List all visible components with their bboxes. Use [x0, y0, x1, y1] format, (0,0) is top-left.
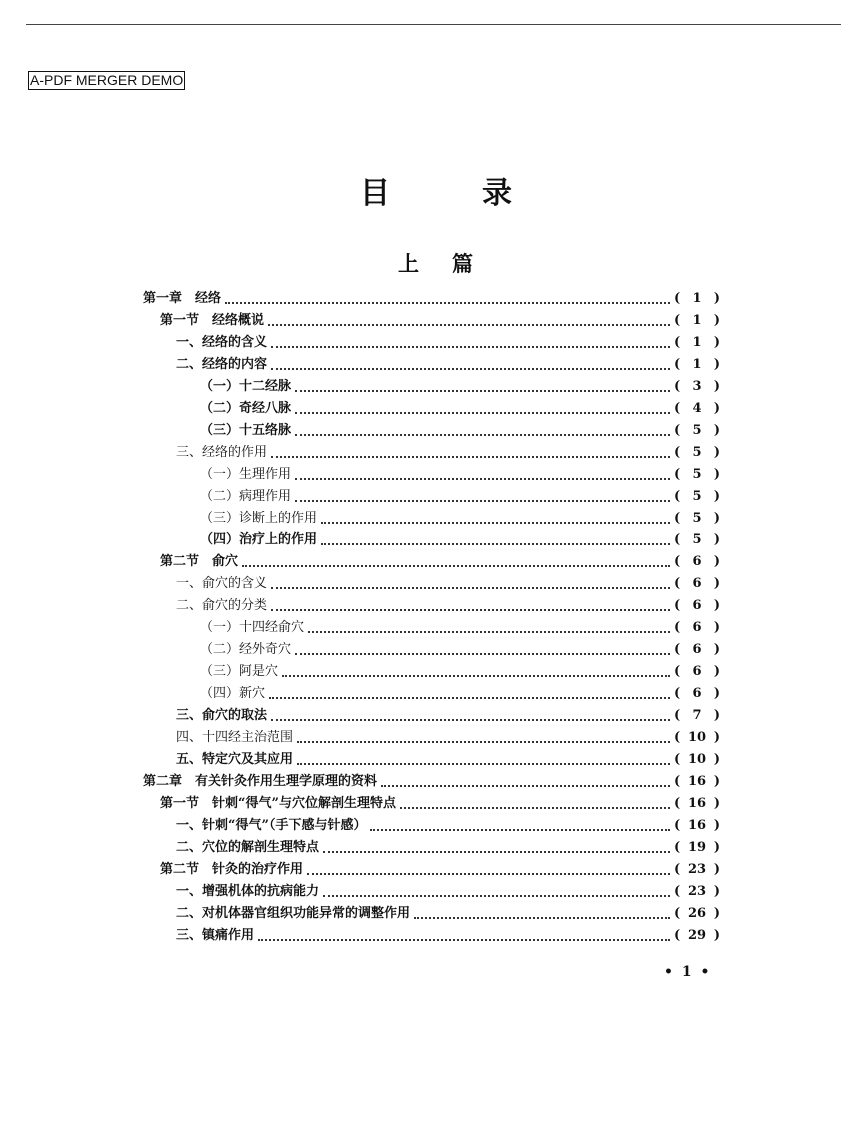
toc-entry[interactable] [176, 727, 720, 749]
toc-dot-leader [307, 873, 670, 875]
toc-entry[interactable] [200, 420, 720, 442]
toc-entry[interactable] [200, 376, 720, 398]
toc-entry-label: （二）病理作用 [200, 488, 292, 504]
toc-page-number: 5 [692, 510, 702, 526]
toc-page-number: 6 [692, 686, 702, 702]
toc-entry-label: （一）十二经脉 [200, 378, 292, 394]
toc-entry-page: ( 5 ) [674, 442, 720, 464]
toc-entry-label: 四、十四经主治范围 [176, 730, 294, 745]
toc-dot-leader [295, 653, 670, 655]
toc-entry-page: ( 6 ) [674, 683, 720, 705]
toc-entry-page: ( 5 ) [674, 420, 720, 442]
toc-entry-label: （二）奇经八脉 [200, 400, 292, 416]
toc-entry[interactable] [143, 771, 720, 793]
toc-page-number: 3 [692, 378, 702, 394]
toc-dot-leader [308, 631, 670, 633]
toc-entry[interactable] [176, 354, 720, 376]
toc-entry-label: 二、对机体器官组织功能异常的调整作用 [176, 905, 411, 921]
toc-dot-leader [271, 609, 670, 611]
toc-dot-leader [297, 763, 670, 765]
toc-entry-page: ( 19 ) [674, 837, 720, 859]
toc-entry-page: ( 10 ) [674, 749, 720, 771]
toc-entry-label: 一、增强机体的抗病能力 [176, 883, 320, 899]
toc-entry[interactable] [200, 683, 720, 705]
toc-entry-page: ( 5 ) [674, 486, 720, 508]
toc-dot-leader [258, 939, 670, 941]
toc-entry-label: （三）十五络脉 [200, 422, 292, 438]
part-title-char-2: 篇 [452, 251, 473, 276]
toc-entry-label: 第一章 经络 [143, 291, 222, 306]
toc-entry-label: 三、镇痛作用 [176, 927, 255, 943]
toc-page-number: 16 [687, 795, 707, 811]
toc-page-number: 5 [692, 444, 702, 460]
toc-dot-leader [271, 368, 670, 370]
toc-entry-label: 三、俞穴的取法 [176, 708, 268, 724]
toc-entry-page: ( 1 ) [674, 288, 720, 310]
toc-page-number: 29 [687, 927, 707, 943]
toc-page-number: 16 [687, 817, 707, 833]
toc-dot-leader [271, 346, 670, 348]
toc-page-number: 6 [692, 576, 702, 592]
toc-page-number: 1 [692, 312, 702, 328]
toc-dot-leader [400, 807, 670, 809]
toc-entry[interactable] [176, 595, 720, 617]
toc-page-number: 1 [692, 356, 702, 372]
toc-dot-leader [295, 478, 670, 480]
toc-dot-leader [295, 390, 670, 392]
toc-entry[interactable] [143, 288, 720, 310]
toc-entry-page: ( 1 ) [674, 310, 720, 332]
toc-entry-page: ( 6 ) [674, 617, 720, 639]
toc-dot-leader [297, 741, 670, 743]
toc-entry-label: 一、俞穴的含义 [176, 576, 268, 592]
toc-entry-label: （二）经外奇穴 [200, 642, 292, 658]
toc-dot-leader [271, 456, 670, 458]
top-rule [26, 24, 841, 25]
toc-dot-leader [271, 587, 670, 589]
toc-dot-leader [321, 522, 670, 524]
part-title [0, 250, 866, 278]
toc-page-number: 1 [692, 334, 702, 350]
toc-entry-page: ( 1 ) [674, 354, 720, 376]
toc-entry-page: ( 29 ) [674, 925, 720, 947]
toc-page-number: 7 [692, 708, 702, 724]
toc-entry-page: ( 3 ) [674, 376, 720, 398]
toc-dot-leader [269, 697, 670, 699]
toc-entry-page: ( 6 ) [674, 573, 720, 595]
toc-page-number: 23 [687, 883, 707, 899]
toc-entry-label: 一、针刺“得气”（手下感与针感） [176, 817, 367, 833]
toc-page-number: 26 [687, 905, 707, 921]
toc-entry-label: 一、经络的含义 [176, 334, 268, 350]
toc-entry[interactable] [176, 881, 720, 903]
toc-entry[interactable] [176, 837, 720, 859]
toc-page-number: 4 [692, 400, 702, 416]
toc-entry[interactable] [200, 529, 720, 551]
toc-entry-page: ( 16 ) [674, 815, 720, 837]
toc-dot-leader [282, 675, 670, 677]
toc-entry[interactable] [200, 617, 720, 639]
toc-entry[interactable] [160, 793, 720, 815]
toc-page-number: 6 [692, 554, 702, 570]
toc-dot-leader [268, 324, 670, 326]
watermark-label: A-PDF MERGER DEMO [30, 72, 184, 88]
toc-dot-leader [242, 565, 670, 567]
toc-dot-leader [225, 302, 670, 304]
toc-dot-leader [381, 785, 670, 787]
toc-page-number: 16 [687, 773, 707, 789]
toc-entry[interactable] [200, 661, 720, 683]
toc-entry-label: 第一节 针刺“得气”与穴位解剖生理特点 [160, 795, 396, 811]
toc-entry[interactable] [200, 508, 720, 530]
toc-entry[interactable] [176, 815, 720, 837]
toc-entry-label: 第二章 有关针灸作用生理学原理的资料 [143, 773, 378, 789]
title-char-2: 录 [482, 176, 512, 211]
toc-entry-page: ( 23 ) [674, 859, 720, 881]
toc-page-number: 10 [687, 730, 707, 745]
toc-entry-label: 二、穴位的解剖生理特点 [176, 839, 320, 855]
toc-entry-label: （一）生理作用 [200, 466, 292, 482]
toc-page-number: 5 [692, 466, 702, 482]
toc-entry-label: 第二节 针灸的治疗作用 [160, 861, 304, 877]
toc-entry-page: ( 1 ) [674, 332, 720, 354]
page-title [0, 174, 866, 214]
toc-entry-page: ( 6 ) [674, 639, 720, 661]
toc-entry[interactable] [160, 859, 720, 881]
toc-entry-page: ( 6 ) [674, 595, 720, 617]
toc-page-number: 5 [692, 488, 702, 504]
toc-dot-leader [323, 895, 670, 897]
toc-entry-label: 二、经络的内容 [176, 356, 268, 372]
toc-page-number: 6 [692, 642, 702, 658]
toc-entry[interactable] [200, 639, 720, 661]
toc-page-number: 5 [692, 532, 702, 548]
toc-entry-label: 五、特定穴及其应用 [176, 751, 294, 767]
toc-entry-page: ( 7 ) [674, 705, 720, 727]
title-char-1: 目 [360, 176, 390, 211]
toc-entry-label: （四）治疗上的作用 [200, 532, 318, 548]
toc-entry-page: ( 5 ) [674, 464, 720, 486]
toc-entry-page: ( 23 ) [674, 881, 720, 903]
toc-entry-label: （四）新穴 [200, 686, 266, 702]
toc-page-number: 1 [692, 291, 702, 306]
toc-dot-leader [271, 719, 670, 721]
toc-entry-page: ( 5 ) [674, 508, 720, 530]
toc-entry[interactable] [200, 486, 720, 508]
toc-entry-label: 三、经络的作用 [176, 444, 268, 460]
toc-dot-leader [295, 500, 670, 502]
toc-entry-page: ( 5 ) [674, 529, 720, 551]
toc-entry-page: ( 6 ) [674, 661, 720, 683]
toc-entry-page: ( 6 ) [674, 551, 720, 573]
toc-entry-label: 第二节 俞穴 [160, 554, 239, 570]
toc-entry[interactable] [176, 903, 720, 925]
toc-page-number: 6 [692, 598, 702, 614]
toc-page-number: 6 [692, 664, 702, 680]
toc-entry-page: ( 10 ) [674, 727, 720, 749]
toc-entry-label: （一）十四经俞穴 [200, 620, 305, 636]
toc-entry-label: 第一节 经络概说 [160, 312, 265, 328]
toc-dot-leader [370, 829, 670, 831]
toc-entry-page: ( 16 ) [674, 793, 720, 815]
toc-dot-leader [295, 434, 670, 436]
toc-dot-leader [323, 851, 670, 853]
part-title-char-1: 上 [398, 251, 419, 276]
toc-page-number: 6 [692, 620, 702, 636]
toc-entry[interactable] [200, 398, 720, 420]
toc-entry[interactable] [160, 551, 720, 573]
toc-page-number: 19 [687, 839, 707, 855]
toc-entry-page: ( 26 ) [674, 903, 720, 925]
toc-entry[interactable] [176, 442, 720, 464]
toc-dot-leader [295, 412, 670, 414]
page-number: • 1 • [664, 964, 712, 980]
toc-entry[interactable] [176, 332, 720, 354]
toc-entry-page: ( 4 ) [674, 398, 720, 420]
toc-page-number: 10 [687, 751, 707, 767]
toc-page-number: 23 [687, 861, 707, 877]
toc-entry[interactable] [176, 925, 720, 947]
toc-entry[interactable] [200, 464, 720, 486]
toc-entry-label: 二、俞穴的分类 [176, 598, 268, 614]
toc-page-number: 5 [692, 422, 702, 438]
toc-dot-leader [414, 917, 670, 919]
toc-entry[interactable] [176, 573, 720, 595]
toc-entry[interactable] [160, 310, 720, 332]
toc-entry[interactable] [176, 749, 720, 771]
toc-entry-page: ( 16 ) [674, 771, 720, 793]
toc-entry[interactable] [176, 705, 720, 727]
toc-entry-label: （三）阿是穴 [200, 664, 279, 680]
toc-dot-leader [321, 543, 670, 545]
toc-entry-label: （三）诊断上的作用 [200, 510, 318, 526]
